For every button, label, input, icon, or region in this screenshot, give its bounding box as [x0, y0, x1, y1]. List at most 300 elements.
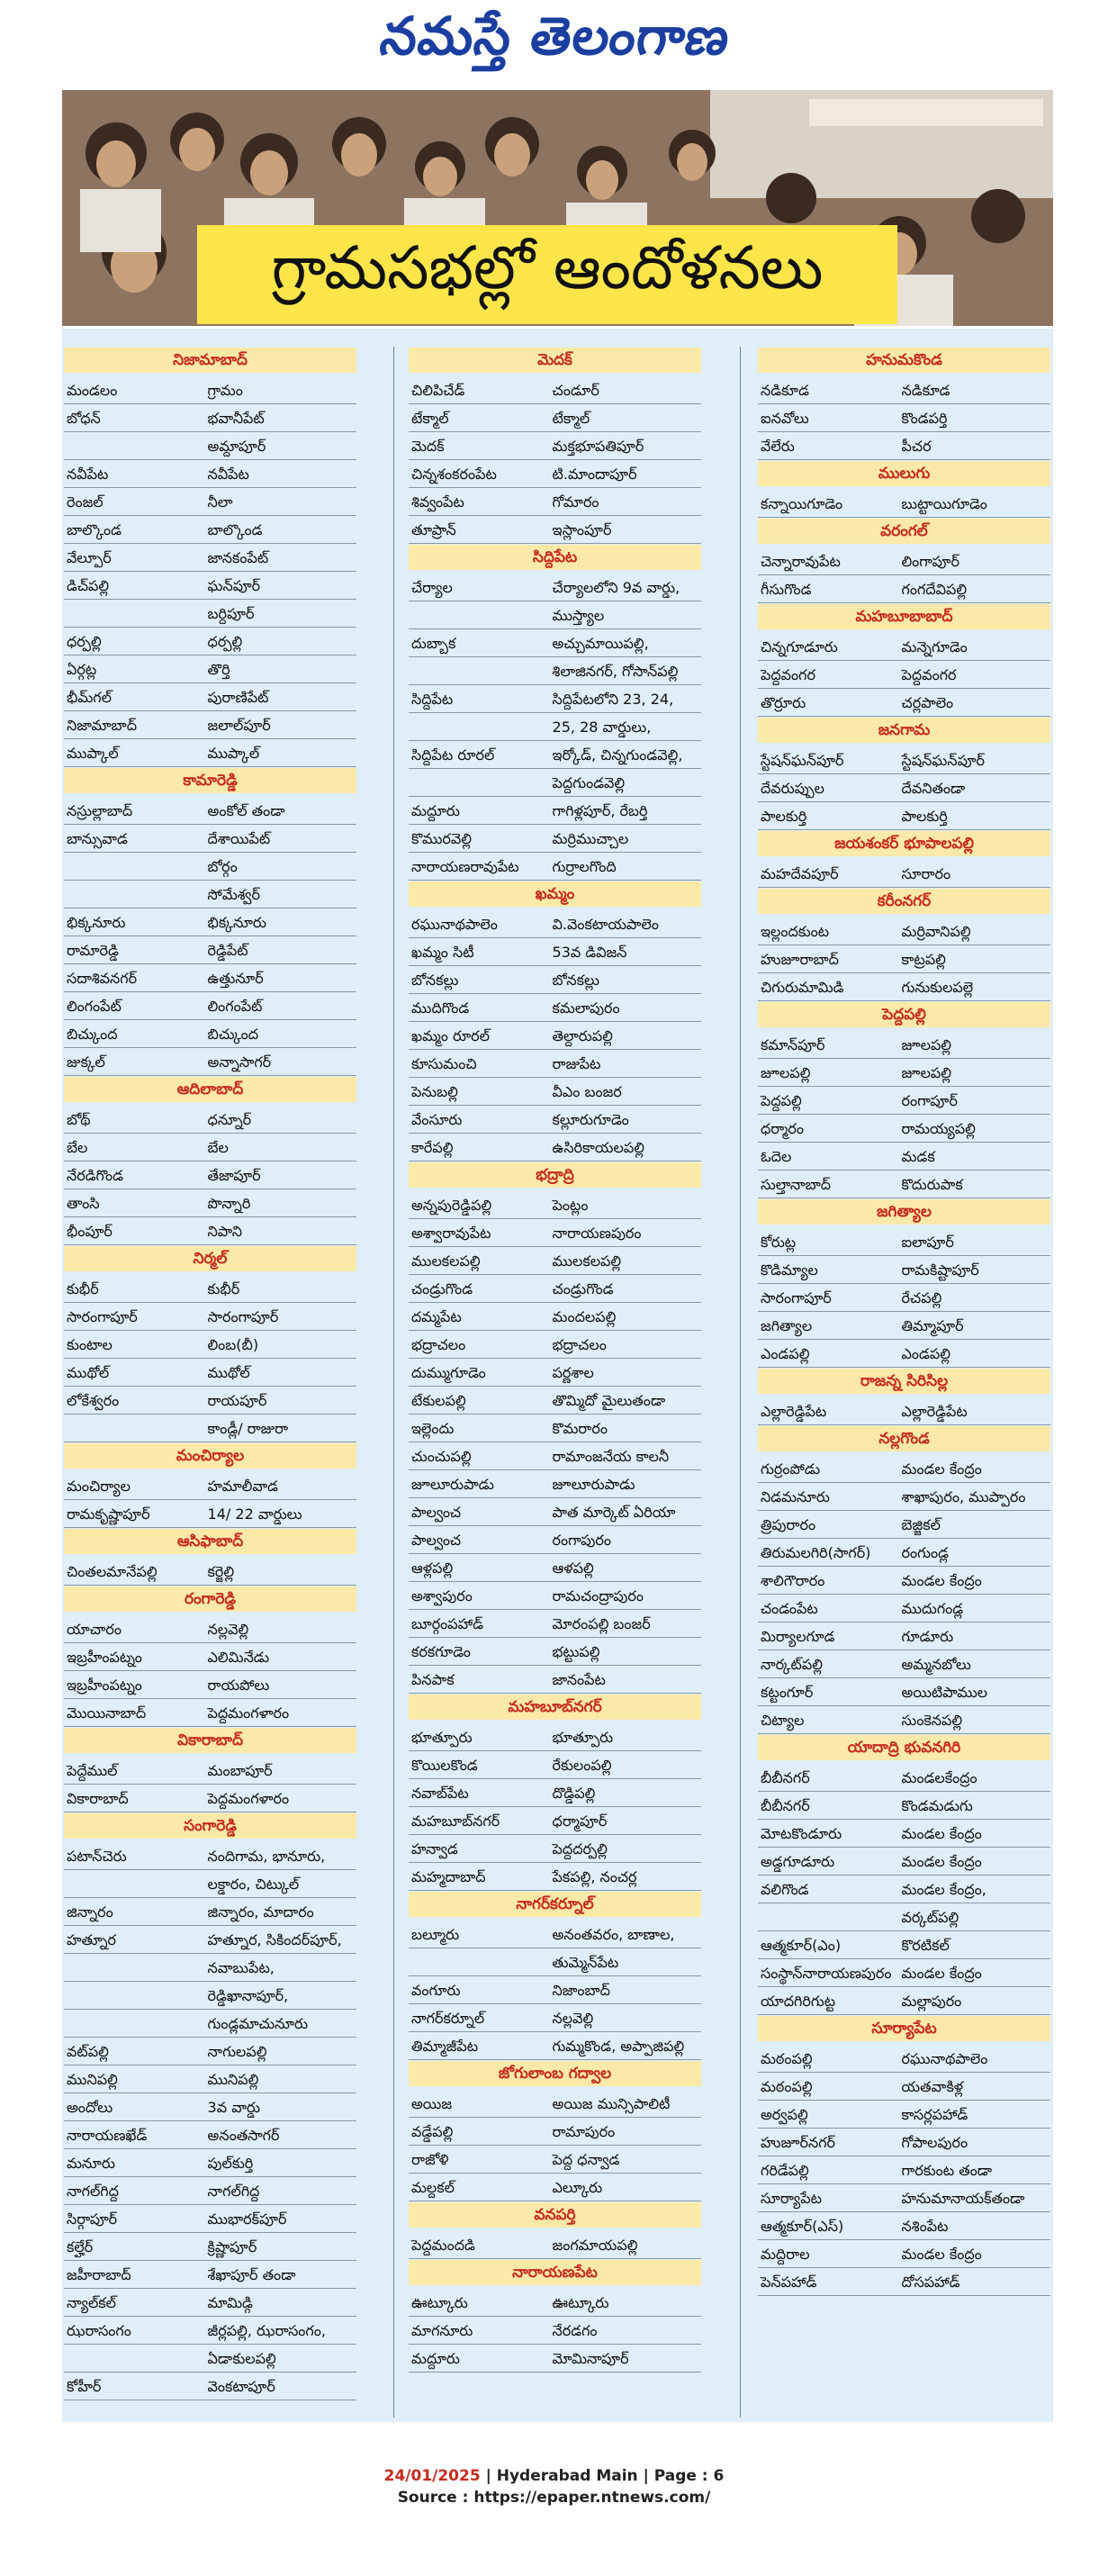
village-cell: అన్నాసాగర్ — [207, 1053, 272, 1071]
village-cell: మండల కేంద్రం — [901, 1572, 982, 1589]
village-cell: ధర్మాపూర్ — [552, 1812, 608, 1830]
mandal-cell: మంచిర్యాల — [67, 1478, 131, 1495]
village-cell: కల్లూరుగూడెం — [552, 1111, 629, 1128]
mandal-cell: చిలిపిచేడ్ — [411, 382, 465, 399]
mandal-cell — [64, 858, 208, 876]
mandal-cell: పినపాక — [411, 1671, 455, 1688]
mandal-cell: కన్నాయిగూడెం — [761, 495, 843, 512]
table-row — [64, 628, 356, 655]
mandal-cell: ధర్మారం — [761, 1120, 804, 1137]
table-row — [758, 1622, 1050, 1650]
table-row — [64, 404, 356, 432]
mandal-cell: కొమురవెల్లి — [411, 830, 473, 847]
table-row — [64, 1134, 356, 1161]
table-row — [409, 713, 701, 741]
table-row — [64, 2010, 356, 2038]
mandal-cell: వంగూరు — [411, 1982, 461, 1999]
table-row — [64, 544, 356, 572]
table-row — [758, 1876, 1050, 1903]
village-cell: చండ్రుగొండ — [552, 1280, 614, 1297]
district-header: కామారెడ్డి — [64, 768, 356, 793]
table-row — [64, 1275, 356, 1303]
table-row — [409, 1191, 701, 1219]
column-divider — [740, 347, 741, 2418]
table-row — [409, 1863, 701, 1891]
district-header: భద్రాద్రి — [409, 1162, 701, 1188]
village-cell: మండల కేంద్రం — [901, 2246, 982, 2263]
mandal-cell: మఠంపల్లి — [761, 2050, 813, 2067]
mandal-cell: నారాయణరావుపేట — [411, 858, 519, 875]
village-cell: ముభారక్‌పూర్ — [207, 2210, 287, 2228]
table-row — [758, 2212, 1050, 2240]
table-row — [64, 908, 356, 936]
village-cell: కొరటికల్ — [901, 1937, 950, 1954]
district-header: యాదాద్రి భువనగిరి — [758, 1735, 1050, 1760]
village-cell: మండలకేంద్రం — [901, 1769, 977, 1786]
table-row — [64, 1926, 356, 1954]
village-cell: ముదుగండ్ల — [901, 1600, 964, 1617]
village-cell: నవీపేట — [207, 465, 249, 483]
mandal-cell: చిన్నశంకరంపేట — [411, 465, 497, 483]
mandal-cell: భీమ్‌గల్ — [67, 689, 112, 706]
footer-source: Source : https://epaper.ntnews.com/ — [397, 2489, 711, 2507]
table-row — [758, 1987, 1050, 2015]
footer-sep: | — [485, 2467, 497, 2485]
mandal-cell: నస్రుల్లాబాద్ — [67, 802, 133, 819]
district-header: జగిత్యాల — [758, 1199, 1050, 1225]
village-cell: భవానీపేట్ — [207, 410, 265, 427]
table-row — [409, 2289, 701, 2317]
table-row — [64, 1898, 356, 1926]
table-row — [758, 1455, 1050, 1483]
village-cell: అమ్దాపూర్ — [207, 438, 266, 455]
district-header: మంచిర్యాల — [64, 1443, 356, 1469]
village-cell: శాఖాపురం, ముప్పారం — [901, 1488, 1026, 1505]
district-header: రంగారెడ్డి — [64, 1586, 356, 1612]
village-cell: జూలపల్లి — [901, 1064, 952, 1081]
mandal-cell: దమ్మపేట — [411, 1308, 462, 1325]
village-cell: సోమేశ్వర్ — [207, 886, 260, 903]
mandal-cell: ములకలపల్లి — [411, 1252, 481, 1270]
table-row — [64, 1643, 356, 1671]
village-cell: నిపాని — [207, 1223, 243, 1240]
village-cell: వి.వెంకటాయపాలెం — [552, 916, 659, 933]
mandal-cell — [409, 719, 553, 737]
district-header: జోగులాంబ గద్వాల — [409, 2061, 701, 2086]
table-row — [758, 432, 1050, 460]
district-header: నాగర్‌కర్నూల్ — [409, 1892, 701, 1917]
mandal-cell: నారాయణఖేడ్ — [67, 2127, 148, 2144]
village-cell: రేకులంపల్లి — [552, 1757, 612, 1774]
table-row — [409, 966, 701, 994]
table-row — [758, 2184, 1050, 2212]
mandal-cell — [64, 1987, 208, 2005]
village-cell: వెంకటాపూర్ — [207, 2378, 275, 2395]
mandal-cell — [64, 605, 208, 623]
table-row — [409, 2090, 701, 2118]
district-header: జయశంకర్ భూపాలపల్లి — [758, 831, 1050, 856]
table-row — [64, 1020, 356, 1048]
mandal-cell: దుబ్బాక — [411, 635, 456, 652]
table-row — [64, 2065, 356, 2093]
village-cell: ఎలిమినేడు — [207, 1649, 270, 1666]
mandal-cell: ముప్కాల్ — [67, 745, 119, 762]
mandal-cell: వికారాబాద్ — [67, 1790, 129, 1807]
mandal-cell: పెద్దమందడి — [411, 2237, 475, 2254]
table-row — [758, 1397, 1050, 1425]
village-cell: కుభీర్ — [207, 1280, 240, 1297]
village-cell: కాట్రపల్లి — [901, 951, 946, 968]
table-row — [64, 1982, 356, 2010]
table-row — [64, 1472, 356, 1500]
table-row — [64, 1558, 356, 1586]
village-cell: యతవాకిళ్ల — [901, 2078, 964, 2095]
village-cell: భద్రాచలం — [552, 1336, 607, 1353]
village-cell: ఉసిరికాయలపల్లి — [552, 1139, 644, 1156]
table-row — [409, 2231, 701, 2259]
table-row — [409, 2118, 701, 2146]
table-row — [409, 1835, 701, 1863]
mandal-cell: సంస్థాన్‌నారాయణపురం — [761, 1965, 892, 1982]
village-cell: ఐలాపూర్ — [901, 1234, 954, 1251]
village-cell: జానంపేట — [552, 1671, 606, 1688]
mandal-cell: మనూరు — [67, 2155, 115, 2172]
mandal-cell: ముథోల్ — [67, 1364, 110, 1381]
table-row — [409, 629, 701, 657]
mandal-cell: ఆళ్లపల్లి — [411, 1559, 454, 1577]
village-cell: చేర్యాలలోని 9వ వార్డు, — [552, 579, 680, 596]
mandal-cell: మల్దకల్ — [411, 2179, 455, 2196]
village-cell: జూలూరుపాడు — [552, 1476, 635, 1493]
table-row — [758, 633, 1050, 661]
village-cell: లింగంపేట్ — [207, 998, 263, 1015]
village-cell: లక్డారం, చిట్కుల్ — [207, 1876, 300, 1893]
mandal-cell: పెద్దవంగర — [761, 666, 815, 683]
mandal-cell: తూప్రాన్ — [411, 521, 456, 538]
mandal-cell: నవీపేట — [67, 465, 109, 483]
mandal-cell: టేక్మాల్ — [411, 410, 449, 427]
village-cell: పెద్ద ధన్వాడ — [552, 2151, 620, 2168]
mandal-cell: కూసుమంచి — [411, 1055, 477, 1072]
table-row — [64, 1842, 356, 1870]
mandal-cell: ఇల్లందకుంట — [761, 923, 830, 940]
table-row — [758, 2268, 1050, 2296]
mandal-cell: తిరుమలగిరి(సాగర్) — [761, 1544, 871, 1561]
table-row — [64, 1615, 356, 1643]
district-header: సంగారెడ్డి — [64, 1813, 356, 1839]
table-row — [758, 2045, 1050, 2073]
mandal-cell: అర్వపల్లి — [761, 2106, 808, 2123]
village-cell: చండూర్ — [552, 382, 599, 399]
village-cell: పర్ణశాల — [552, 1364, 594, 1381]
table-row — [409, 376, 701, 404]
table-row — [409, 938, 701, 966]
district-header: కరీంనగర్ — [758, 889, 1050, 914]
mandal-cell: ఝరాసంగం — [67, 2322, 131, 2339]
village-cell: రంగుండ్ల — [901, 1544, 949, 1561]
village-cell: రామకిష్టాపూర్ — [901, 1261, 979, 1279]
table-row — [64, 1303, 356, 1331]
mandal-cell: గరిడేపల్లి — [761, 2162, 809, 2179]
mandal-cell: నాగల్‌గిద్ద — [67, 2183, 119, 2200]
village-cell: బిచ్కుంద — [207, 1026, 259, 1043]
village-cell: టి.మాందాపూర్ — [552, 465, 637, 483]
mandal-cell: ఇబ్రహీంపట్నం — [67, 1677, 142, 1694]
table-row — [64, 936, 356, 964]
district-header: సూర్యాపేట — [758, 2016, 1050, 2041]
table-row — [758, 575, 1050, 603]
mandal-cell: పెద్దపల్లి — [761, 1092, 802, 1109]
table-row — [758, 376, 1050, 404]
village-cell: తొర్తి — [207, 661, 230, 678]
village-cell: నిజాంబాద్ — [552, 1982, 610, 1999]
mandal-cell: చిగురుమామిడి — [761, 979, 844, 996]
village-cell: హమాలీవాడ — [207, 1478, 278, 1495]
village-cell: కొండమడుగు — [901, 1797, 973, 1814]
mandal-cell: బాన్సువాడ — [67, 830, 128, 847]
village-cell: 3వ వార్డు — [207, 2099, 260, 2116]
table-row — [64, 1106, 356, 1134]
mandal-cell: పెనుబల్లి — [411, 1083, 458, 1100]
table-row — [64, 2177, 356, 2205]
mandal-cell: శాలిగౌరారం — [761, 1572, 825, 1589]
table-row — [758, 1792, 1050, 1820]
table-row — [409, 1666, 701, 1694]
mandal-cell: బీబీనగర్ — [761, 1797, 810, 1814]
mandal-cell: పెన్‌పహాడ్ — [761, 2273, 817, 2291]
district-header: పెద్దపల్లి — [758, 1002, 1050, 1027]
mandal-cell: ముదిగొండ — [411, 999, 470, 1017]
mandal-cell: మఠంపల్లి — [761, 2078, 813, 2095]
village-cell: నశింపేట — [901, 2218, 949, 2235]
mandal-cell: బీబీనగర్ — [761, 1769, 810, 1786]
mandal-cell — [409, 774, 553, 792]
mandal-cell: న్యాల్‌కల్ — [67, 2294, 116, 2311]
village-cell: కాసర్లపహాడ్ — [901, 2106, 968, 2123]
village-cell: రాయపూర్ — [207, 1392, 267, 1409]
mandal-cell: నేరడిగొండ — [67, 1167, 123, 1184]
table-row — [758, 1903, 1050, 1931]
table-row — [64, 572, 356, 600]
mandal-cell: కొడిమ్యాల — [761, 1261, 818, 1279]
table-row — [64, 1048, 356, 1076]
table-row — [758, 1959, 1050, 1987]
district-header: వనపర్తి — [409, 2202, 701, 2228]
table-row — [64, 853, 356, 881]
mandal-cell: ఐనవోలు — [761, 410, 809, 427]
mandal-cell: సదాశివనగర్ — [67, 970, 138, 987]
mandal-cell: సిర్గాపూర్ — [67, 2210, 118, 2228]
table-row — [758, 1511, 1050, 1539]
mandal-cell — [758, 1909, 902, 1927]
headline-text: గ్రామసభల్లో ఆందోళనలు — [271, 232, 824, 303]
mandal-cell: ఆత్మకూర్(ఎస్) — [761, 2218, 844, 2235]
mandal-cell: పటాన్‌చెరు — [67, 1848, 127, 1865]
village-cell: రెడ్డిపేట్ — [207, 942, 248, 959]
village-cell: జిన్నారం, మాదారం — [207, 1903, 314, 1921]
table-row — [409, 1723, 701, 1751]
village-cell: రాజుపేట — [552, 1055, 601, 1072]
mandal-cell: ఓదెల — [761, 1148, 792, 1165]
mandal-cell: డిచ్‌పల్లి — [67, 577, 110, 594]
village-cell: టేక్మాల్ — [552, 410, 590, 427]
table-row — [409, 1554, 701, 1582]
mandal-cell: నడికూడ — [761, 382, 809, 399]
village-cell: జంగమాయపల్లి — [552, 2237, 638, 2254]
footer-edition: Hyderabad Main — [496, 2467, 638, 2485]
district-column-1 — [64, 347, 356, 2400]
mandal-cell: మహ్మదాబాద్ — [411, 1868, 486, 1885]
table-row — [409, 2174, 701, 2201]
village-cell: పీచర — [901, 438, 932, 455]
mandal-cell: జుక్కల్ — [67, 1053, 105, 1071]
table-row — [758, 1228, 1050, 1256]
table-row — [64, 2345, 356, 2373]
table-row — [409, 1921, 701, 1948]
village-cell: జలాల్‌పూర్ — [207, 717, 271, 734]
village-cell: గోమారం — [552, 493, 599, 511]
mandal-cell: అన్నపురెడ్డిపల్లి — [411, 1197, 492, 1214]
table-row — [64, 488, 356, 516]
mandal-cell: యాదగిరిగుట్ట — [761, 1993, 836, 2010]
table-row — [758, 1170, 1050, 1198]
mandal-cell: మొయినాబాద్ — [67, 1704, 147, 1722]
table-row — [758, 1256, 1050, 1284]
table-row — [758, 802, 1050, 830]
table-row — [64, 1500, 356, 1528]
table-row — [64, 1161, 356, 1189]
table-row — [64, 2289, 356, 2317]
village-cell: మండల కేంద్రం, — [901, 1881, 986, 1898]
table-row — [409, 1442, 701, 1470]
table-row — [409, 797, 701, 825]
mandal-cell: త్రిపురారం — [761, 1516, 816, 1533]
district-header: మెదక్ — [409, 348, 701, 373]
mandal-cell: స్టేషన్‌ఘన్‌పూర్ — [761, 752, 844, 769]
village-cell: సారంగాపూర్ — [207, 1308, 279, 1325]
table-row — [758, 1087, 1050, 1115]
table-row — [758, 774, 1050, 802]
village-cell: నల్లవెల్లి — [552, 2010, 594, 2027]
footer-date: 24/01/2025 — [383, 2467, 481, 2485]
table-row — [409, 657, 701, 685]
table-row — [64, 516, 356, 544]
district-column-2 — [409, 347, 701, 2373]
mandal-cell: ఖమ్మం రూరల్ — [411, 1027, 490, 1044]
district-header: సిద్దిపేట — [409, 545, 701, 570]
mandal-cell: హుజూరాబాద్ — [761, 951, 839, 968]
table-row — [758, 490, 1050, 518]
village-cell: భూత్పూరు — [552, 1729, 614, 1746]
table-row — [758, 689, 1050, 717]
village-cell: బర్దిపూర్ — [207, 605, 255, 622]
mandal-cell — [64, 2350, 208, 2368]
mandal-cell: భీంపూర్ — [67, 1223, 113, 1240]
village-cell: పాత మార్కెట్ ఏరియా — [552, 1504, 676, 1521]
district-header: వికారాబాద్ — [64, 1728, 356, 1753]
village-cell: హనుమానాయక్‌తండా — [901, 2190, 1025, 2207]
village-cell: మోమినాపూర్ — [552, 2350, 629, 2367]
mandal-cell: కమాన్‌పూర్ — [761, 1036, 825, 1053]
table-row — [64, 797, 356, 825]
table-row — [409, 1219, 701, 1247]
table-row — [64, 825, 356, 853]
table-row — [758, 1031, 1050, 1059]
village-cell: రెడ్డిఖానాపూర్, — [207, 1987, 289, 2004]
village-cell: కొండపర్తి — [901, 410, 948, 427]
mandal-cell: హుజూర్‌నగర్ — [761, 2134, 836, 2151]
village-cell: ఘన్‌పూర్ — [207, 577, 261, 594]
mandal-cell: మునిపల్లి — [67, 2071, 118, 2088]
table-row — [409, 404, 701, 432]
village-cell: ఆళపల్లి — [552, 1559, 594, 1577]
village-cell: మర్రివానిపల్లి — [901, 923, 971, 940]
mandal-cell: మద్దిరాల — [761, 2246, 810, 2263]
village-cell: దేశాయిపేట్ — [207, 830, 271, 847]
village-cell: పెద్దమంగళారం — [207, 1790, 290, 1807]
mandal-cell: హత్నూర — [67, 1931, 117, 1948]
village-cell: గుర్రాలగొంది — [552, 858, 617, 875]
table-row — [64, 1757, 356, 1785]
table-row — [758, 1059, 1050, 1087]
mandal-cell: వేల్పూర్ — [67, 549, 112, 566]
mandal-cell: అశ్వారావుపేట — [411, 1225, 491, 1242]
mandal-cell: హన్వాడ — [411, 1840, 458, 1857]
mandal-cell: చుంచుపల్లి — [411, 1448, 472, 1465]
mandal-cell: ఏర్గట్ల — [67, 661, 97, 678]
village-cell: ఇర్కోడ్, చిన్నగుండవెల్లి, — [552, 746, 683, 764]
table-row — [409, 460, 701, 488]
footer — [0, 2465, 1108, 2508]
village-cell: ములకలపల్లి — [552, 1252, 622, 1270]
table-row — [409, 1275, 701, 1303]
table-row — [758, 1820, 1050, 1848]
table-row — [64, 1189, 356, 1217]
village-cell: రామాంజనేయ కాలనీ — [552, 1448, 670, 1465]
village-cell: మల్లాపురం — [901, 1993, 962, 2010]
table-row — [409, 574, 701, 601]
table-row — [409, 1470, 701, 1498]
table-row — [64, 1785, 356, 1812]
table-row — [409, 685, 701, 713]
mandal-cell: రెంజల్ — [67, 493, 104, 511]
table-row — [64, 2038, 356, 2065]
village-cell: మండల కేంద్రం — [901, 1825, 982, 1842]
village-cell: రేచపల్లి — [901, 1289, 942, 1306]
mandal-cell: కట్టంగూర్ — [761, 1684, 814, 1701]
mandal-cell: మండలం — [67, 382, 118, 399]
mandal-cell: తాంసి — [67, 1195, 100, 1212]
village-cell: పెద్దగుండవెల్లి — [552, 774, 626, 791]
village-cell: లింగాపూర్ — [901, 553, 959, 570]
mandal-cell — [64, 1876, 208, 1894]
table-row — [64, 1699, 356, 1727]
mandal-cell: ఇల్లెందు — [411, 1420, 455, 1437]
table-row — [409, 1807, 701, 1835]
village-cell: గంగదేవిపల్లి — [901, 581, 968, 598]
mandal-cell: నిడమనూరు — [761, 1488, 830, 1505]
table-row — [758, 2129, 1050, 2156]
mandal-cell: సిద్దిపేట రూరల్ — [411, 746, 495, 764]
mandal-cell: అడ్డగూడూరు — [761, 1853, 835, 1870]
village-cell: గుండ్లమాచునూరు — [207, 2015, 309, 2032]
village-cell: గోపాలపురం — [901, 2134, 968, 2151]
village-cell: రామాపురం — [552, 2123, 616, 2140]
village-cell: శిలాజినగర్, గోసాన్‌పల్లి — [552, 663, 679, 680]
mandal-cell: సూర్యాపేట — [761, 2190, 822, 2207]
village-cell: పొన్నారి — [207, 1195, 251, 1212]
table-row — [758, 404, 1050, 432]
